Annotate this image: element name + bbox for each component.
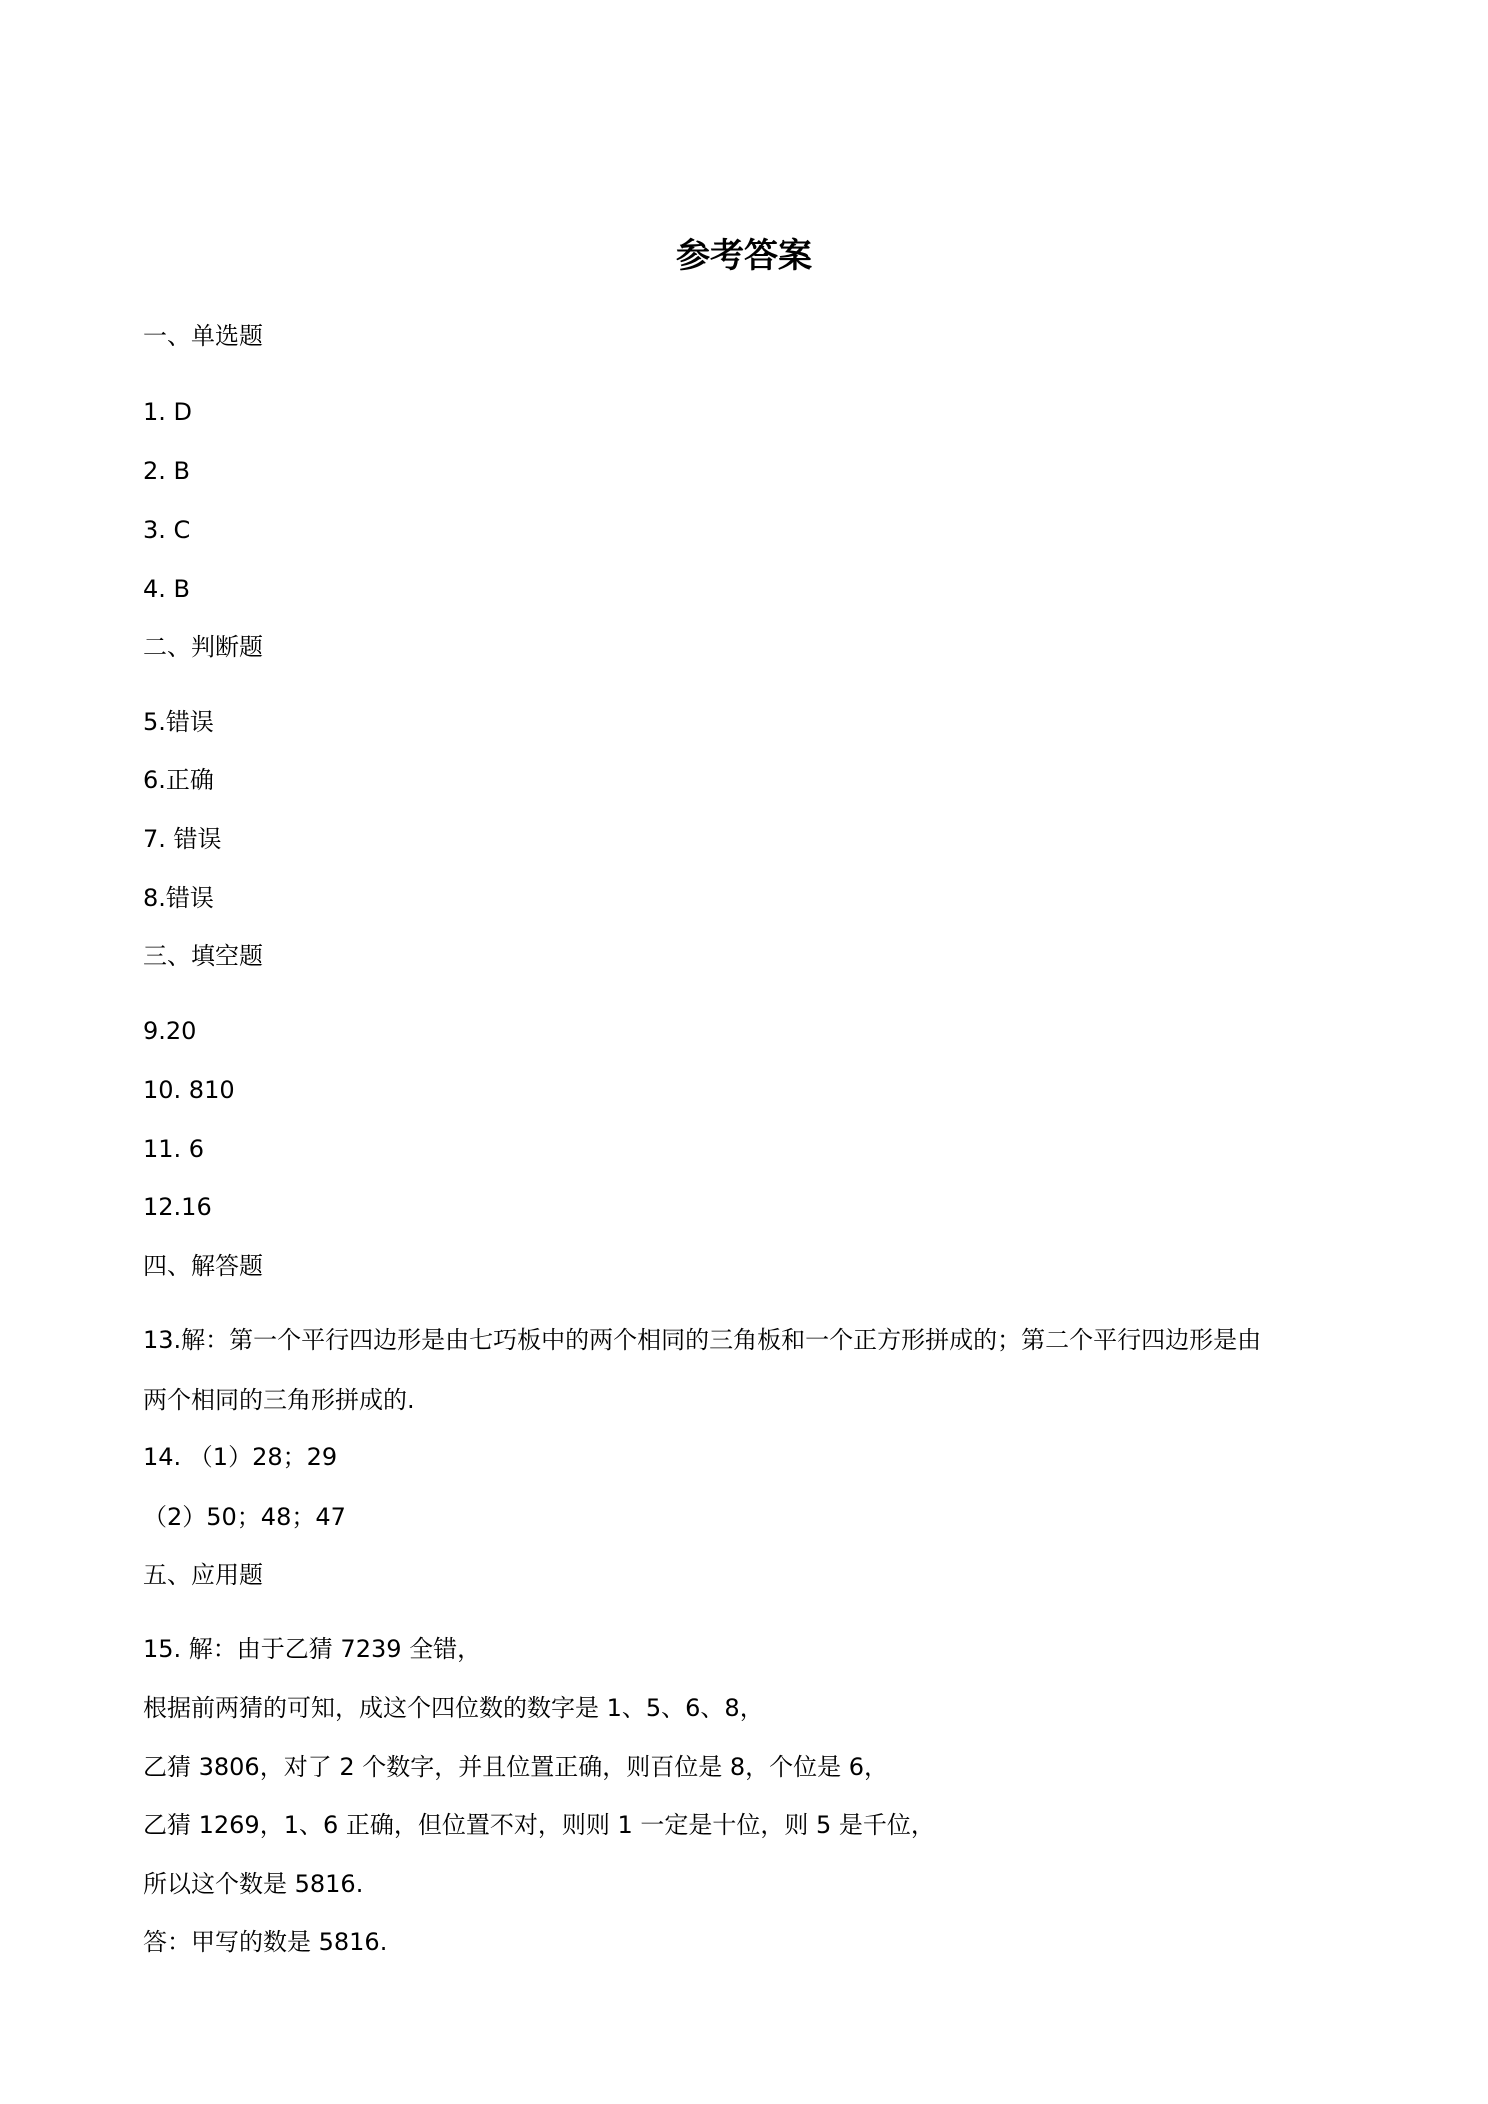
answer-15-line-2: 根据前两猜的可知，成这个四位数的数字是 1、5、6、8，: [143, 1694, 764, 1722]
answer-1: 1. D: [143, 398, 193, 426]
section-heading-true-false: 二、判断题: [143, 633, 263, 661]
answer-6: 6.正确: [143, 766, 214, 794]
answer-5: 5.错误: [143, 708, 214, 736]
answer-15-line-5: 所以这个数是 5816.: [143, 1870, 364, 1898]
answer-12: 12.16: [143, 1193, 212, 1221]
section-heading-solve: 四、解答题: [143, 1252, 263, 1280]
answer-15-line-3: 乙猜 3806，对了 2 个数字，并且位置正确，则百位是 8，个位是 6，: [143, 1753, 889, 1781]
page-title: 参考答案: [676, 236, 812, 276]
answer-14-line-1: 14. （1）28；29: [143, 1443, 338, 1471]
answer-4: 4. B: [143, 575, 190, 603]
answer-15-line-6: 答：甲写的数是 5816.: [143, 1928, 388, 1956]
answer-7: 7. 错误: [143, 825, 222, 853]
answer-13-line-2: 两个相同的三角形拼成的.: [143, 1386, 415, 1414]
answer-9: 9.20: [143, 1017, 197, 1045]
answer-8: 8.错误: [143, 884, 214, 912]
answer-2: 2. B: [143, 457, 190, 485]
answer-3: 3. C: [143, 516, 191, 544]
section-heading-single-choice: 一、单选题: [143, 322, 263, 350]
answer-10: 10. 810: [143, 1076, 235, 1104]
answer-13-line-1: 13.解：第一个平行四边形是由七巧板中的两个相同的三角板和一个正方形拼成的；第二个平行四边形是由: [143, 1326, 1262, 1354]
answer-15-line-4: 乙猜 1269，1、6 正确，但位置不对，则则 1 一定是十位，则 5 是千位，: [143, 1811, 935, 1839]
section-heading-application: 五、应用题: [143, 1561, 263, 1589]
section-heading-fill-blank: 三、填空题: [143, 942, 263, 970]
answer-14-line-2: （2）50；48；47: [143, 1503, 346, 1531]
answer-11: 11. 6: [143, 1135, 205, 1163]
answer-15-line-1: 15. 解：由于乙猜 7239 全错，: [143, 1635, 482, 1663]
